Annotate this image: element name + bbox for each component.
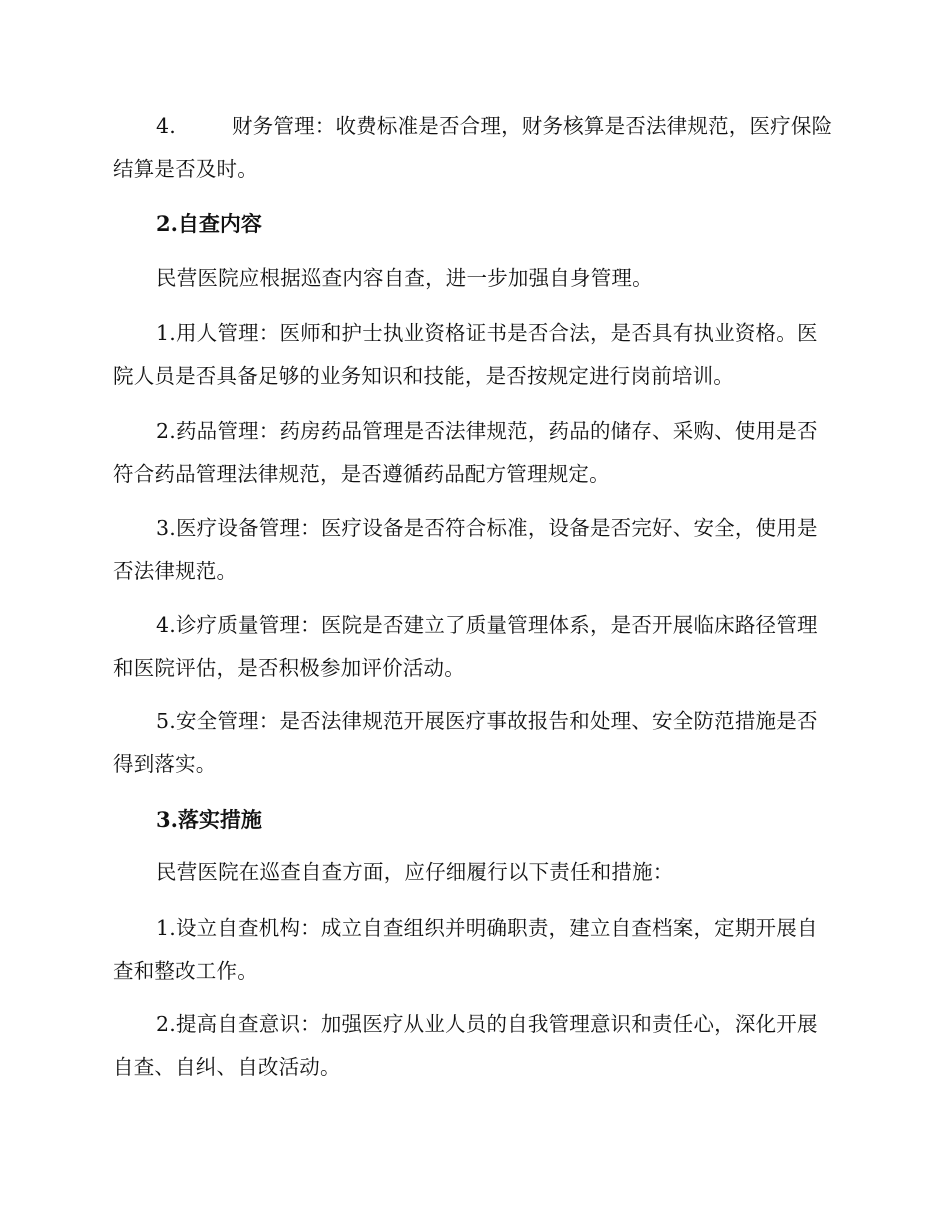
paragraph-intro-self-check: 民营医院应根据巡查内容自查，进一步加强自身管理。 (156, 266, 653, 290)
paragraph-drug-management: 2.药品管理：药房药品管理是否法律规范，药品的储存、采购、使用是否符合药品管理法律规范，是否遵循药品配方管理规定。 (113, 419, 818, 486)
paragraph-measure-awareness: 2.提高自查意识：加强医疗从业人员的自我管理意识和责任心，深化开展自查、自纠、自改活动。 (113, 1012, 818, 1079)
paragraph-measure-agency: 1.设立自查机构：成立自查组织并明确职责，建立自查档案，定期开展自查和整改工作。 (113, 916, 818, 983)
paragraph-finance (113, 105, 835, 191)
list-number: 4. (156, 114, 176, 138)
paragraph-staff-management: 1.用人管理：医师和护士执业资格证书是否合法，是否具有执业资格。医院人员是否具备足够的业务知识和技能，是否按规定进行岗前培训。 (113, 321, 818, 388)
paragraph-equipment-management: 3.医疗设备管理：医疗设备是否符合标准，设备是否完好、安全，使用是否法律规范。 (113, 516, 818, 583)
paragraph-text: 财务管理：收费标准是否合理，财务核算是否法律规范，医疗保险结算是否及时。 (113, 114, 833, 181)
section-heading-measures: 3.落实措施 (156, 807, 262, 832)
paragraph-quality-management: 4.诊疗质量管理：医院是否建立了质量管理体系，是否开展临床路径管理和医院评估，是否积极参加评价活动。 (113, 613, 818, 680)
paragraph-safety-management: 5.安全管理：是否法律规范开展医疗事故报告和处理、安全防范措施是否得到落实。 (113, 709, 818, 776)
section-heading-self-check: 2.自查内容 (156, 211, 262, 236)
paragraph-intro-measures: 民营医院在巡查自查方面，应仔细履行以下责任和措施： (156, 860, 674, 884)
